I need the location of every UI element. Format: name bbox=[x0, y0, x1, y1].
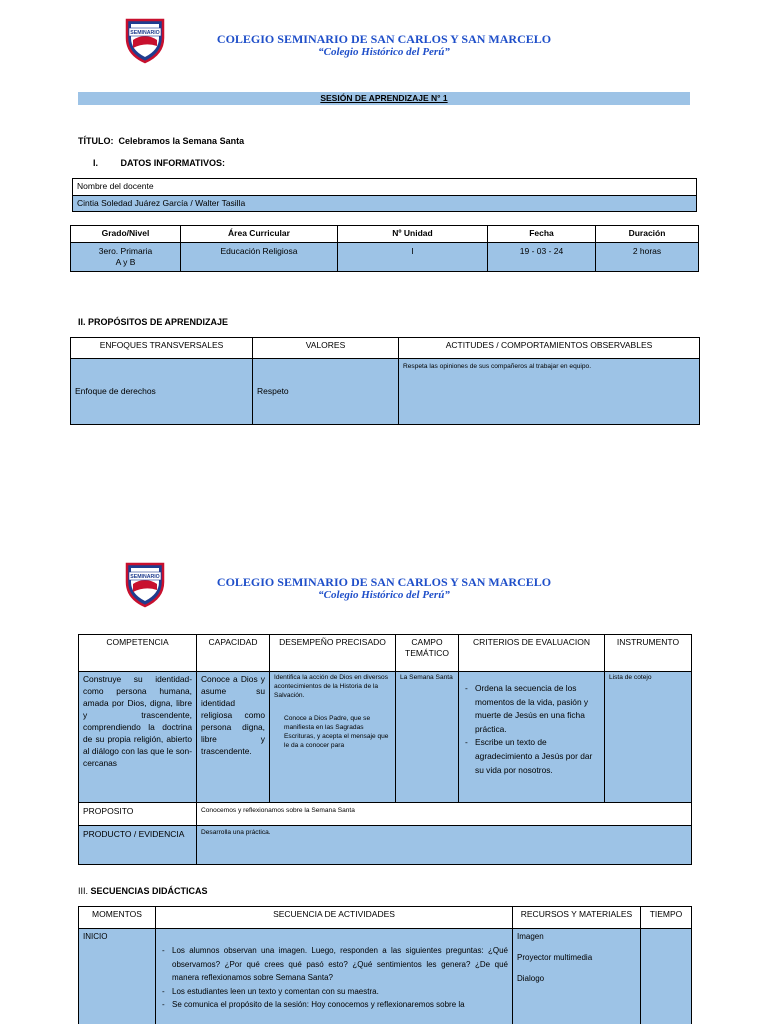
tiempo-cell bbox=[641, 929, 692, 1024]
col-valores: VALORES bbox=[253, 338, 399, 359]
actividad-item: - Los estudiantes leen un texto y comentan con su maestra. bbox=[160, 985, 508, 999]
col-desempeno: DESEMPEÑO PRECISADO bbox=[270, 635, 396, 672]
competencias-table bbox=[78, 634, 692, 865]
logo-text: SEMINARIO bbox=[130, 30, 160, 36]
grado-line1: 3ero. Primaria bbox=[98, 246, 153, 256]
enfoque-cell: Enfoque de derechos bbox=[71, 359, 253, 425]
secuencias-heading bbox=[78, 886, 208, 897]
logo-text-2: SEMINARIO bbox=[130, 574, 160, 580]
docente-label: Nombre del docente bbox=[73, 179, 697, 196]
school-motto: “Colegio Histórico del Perú” bbox=[318, 46, 450, 58]
col-secuencia: SECUENCIA DE ACTIVIDADES bbox=[156, 907, 513, 929]
col-tiempo: TIEMPO bbox=[641, 907, 692, 929]
fecha-cell: 19 - 03 - 24 bbox=[488, 243, 596, 272]
duracion-cell: 2 horas bbox=[596, 243, 699, 272]
valor-cell: Respeto bbox=[253, 359, 399, 425]
school-logo bbox=[124, 16, 166, 64]
col-fecha: Fecha bbox=[488, 226, 596, 243]
col-competencia: COMPETENCIA bbox=[79, 635, 197, 672]
secuencias-table bbox=[78, 906, 692, 1024]
docente-table bbox=[72, 178, 697, 212]
actitud-cell: Respeta las opiniones de sus compañeros al trabajar en equipo. bbox=[399, 359, 700, 425]
datos-heading-text: DATOS INFORMATIVOS: bbox=[120, 158, 226, 168]
campo-cell: La Semana Santa bbox=[396, 672, 459, 803]
desempeno-1: Identifica la acción de Dios en diversos acontecimientos de la Historia de la Salvación. bbox=[274, 674, 388, 699]
col-recursos: RECURSOS Y MATERIALES bbox=[513, 907, 641, 929]
col-capacidad: CAPACIDAD bbox=[197, 635, 270, 672]
col-grado: Grado/Nivel bbox=[71, 226, 181, 243]
col-actitudes: ACTITUDES / COMPORTAMIENTOS OBSERVABLES bbox=[399, 338, 700, 359]
titulo-line bbox=[78, 136, 244, 147]
recursos-cell bbox=[513, 929, 641, 1024]
producto-value: Desarrolla una práctica. bbox=[197, 826, 692, 865]
capacidad-cell: Conoce a Dios y asume su identidad religiosa como persona digna, libre y trascendente. bbox=[197, 672, 270, 803]
desempeno-2: Conoce a Dios Padre, que se manifiesta en las Sagradas Escrituras, y acepta el mensaje que le da a conocer para bbox=[284, 715, 389, 749]
datos-table bbox=[70, 225, 699, 272]
criterio-item: - Ordena la secuencia de los momentos de la vida, pasión y muerte de Jesús en una ficha práctica. bbox=[463, 682, 600, 736]
actividad-item: - Los alumnos observan una imagen. Luego, responden a las siguientes preguntas: ¿Qué observamos? ¿Por qué crees qué pasó esto? ¿Qué sentimientos les genera? ¿De qué manera reflexionamos sobre Semana Santa? bbox=[160, 944, 508, 985]
col-area: Área Curricular bbox=[181, 226, 338, 243]
school-name-2: COLEGIO SEMINARIO DE SAN CARLOS Y SAN MARCELO bbox=[216, 575, 552, 589]
grado-line2: A y B bbox=[115, 257, 136, 267]
proposito-value: Conocemos y reflexionamos sobre la Semana Santa bbox=[197, 803, 692, 826]
instrumento-cell: Lista de cotejo bbox=[605, 672, 692, 803]
proposito-label: PROPOSITO bbox=[79, 803, 197, 826]
grado-cell bbox=[71, 243, 181, 272]
criterios-list bbox=[463, 682, 600, 777]
recurso-item: Proyector multimedia bbox=[517, 953, 593, 962]
producto-label: PRODUCTO / EVIDENCIA bbox=[79, 826, 197, 865]
criterios-cell bbox=[459, 672, 605, 803]
col-momentos: MOMENTOS bbox=[79, 907, 156, 929]
secuencias-numeral: III. bbox=[78, 886, 89, 896]
secuencias-heading-text: SECUENCIAS DIDÁCTICAS bbox=[90, 886, 208, 896]
desempeno-cell bbox=[270, 672, 396, 803]
titulo-value: Celebramos la Semana Santa bbox=[118, 136, 245, 146]
datos-numeral: I. bbox=[93, 158, 99, 168]
actividades-list bbox=[160, 944, 508, 1012]
col-enfoques: ENFOQUES TRANSVERSALES bbox=[71, 338, 253, 359]
col-duracion: Duración bbox=[596, 226, 699, 243]
datos-heading bbox=[93, 158, 225, 169]
titulo-label: TÍTULO: bbox=[78, 136, 114, 146]
col-criterios: CRITERIOS DE EVALUACION bbox=[459, 635, 605, 672]
school-header bbox=[214, 32, 554, 59]
school-name: COLEGIO SEMINARIO DE SAN CARLOS Y SAN MARCELO bbox=[216, 32, 552, 46]
propositos-table bbox=[70, 337, 700, 425]
propositos-heading: II. PROPÓSITOS DE APRENDIZAJE bbox=[78, 317, 229, 327]
actividad-item: - Se comunica el propósito de la sesión: Hoy conocemos y reflexionaremos sobre la bbox=[160, 998, 508, 1012]
criterio-item: - Escribe un texto de agradecimiento a Jesús por dar su vida por nosotros. bbox=[463, 736, 600, 777]
recurso-item: Dialogo bbox=[517, 974, 545, 983]
col-unidad: Nº Unidad bbox=[338, 226, 488, 243]
school-header-2 bbox=[214, 575, 554, 602]
school-motto-2: “Colegio Histórico del Perú” bbox=[318, 589, 450, 601]
recurso-item: Imagen bbox=[517, 932, 544, 941]
col-instrumento: INSTRUMENTO bbox=[605, 635, 692, 672]
col-campo: CAMPO TEMÁTICO bbox=[396, 635, 459, 672]
competencia-cell: Construye su identidad- como persona humana, amada por Dios, digna, libre y trascendente, comprendiendo la doctrina de su propia religión, abierto al diálogo con las que le son- cercanas bbox=[79, 672, 197, 803]
actividades-cell bbox=[156, 929, 513, 1024]
momento-cell: INICIO bbox=[79, 929, 156, 1024]
area-cell: Educación Religiosa bbox=[181, 243, 338, 272]
school-logo-2 bbox=[124, 560, 166, 608]
session-title: SESIÓN DE APRENDIZAJE N° 1 bbox=[78, 92, 690, 105]
unidad-cell: I bbox=[338, 243, 488, 272]
docente-value: Cintia Soledad Juárez García / Walter Tasilla bbox=[73, 196, 697, 212]
